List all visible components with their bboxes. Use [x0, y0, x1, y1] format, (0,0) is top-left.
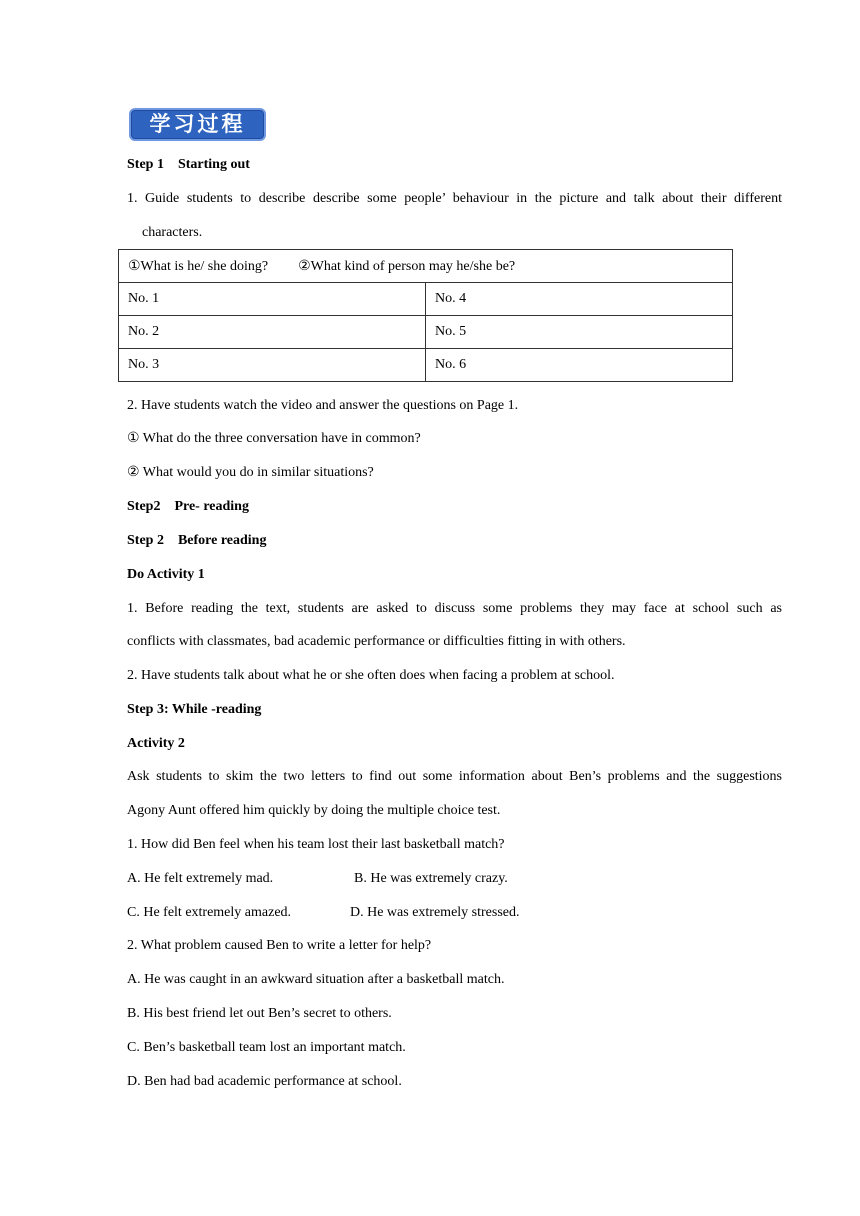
- table-row: [119, 316, 733, 349]
- mc1-option-b: B. He was extremely crazy.: [354, 871, 508, 886]
- table-header-row: [119, 250, 733, 283]
- mc1-option-a: A. He felt extremely mad.: [127, 871, 274, 886]
- section-banner: 学习过程: [129, 108, 266, 141]
- mc2-option-a: A. He was caught in an awkward situation after a basketball match.: [127, 972, 505, 987]
- mc2-question: 2. What problem caused Ben to write a letter for help?: [127, 938, 432, 953]
- mc1-option-d: D. He was extremely stressed.: [350, 905, 520, 920]
- table-cell: No. 5: [426, 316, 733, 349]
- table-cell: No. 2: [119, 316, 426, 349]
- table-cell: No. 1: [119, 283, 426, 316]
- question-2: ② What would you do in similar situations?: [127, 465, 374, 480]
- step1-item1-line2: characters.: [142, 225, 203, 240]
- table-header-cell: [119, 250, 733, 283]
- table-header-b: ②What kind of person may he/she be?: [298, 258, 516, 274]
- table-row: [119, 349, 733, 382]
- table-cell: No. 3: [119, 349, 426, 382]
- behaviour-table: [118, 249, 733, 382]
- mc2-option-c: C. Ben’s basketball team lost an important match.: [127, 1040, 406, 1055]
- step1-heading: Step 1 Starting out: [127, 157, 250, 172]
- table-cell: No. 6: [426, 349, 733, 382]
- activity1-item1-line2: conflicts with classmates, bad academic performance or difficulties fitting in with others.: [127, 634, 626, 649]
- activity2-intro-line1: Ask students to skim the two letters to find out some information about Ben’s problems and the suggestions: [127, 769, 782, 784]
- step1-item1-line1: 1. Guide students to describe describe some people’ behaviour in the picture and talk about their different: [127, 191, 782, 206]
- mc1-option-c: C. He felt extremely amazed.: [127, 905, 292, 920]
- mc2-option-b: B. His best friend let out Ben’s secret to others.: [127, 1006, 392, 1021]
- activity1-item1-line1: 1. Before reading the text, students are asked to discuss some problems they may face at school such as: [127, 601, 782, 616]
- table-header-a: ①What is he/ she doing?: [128, 258, 269, 274]
- activity1-item2: 2. Have students talk about what he or she often does when facing a problem at school.: [127, 668, 615, 683]
- activity2-intro-line2: Agony Aunt offered him quickly by doing the multiple choice test.: [127, 803, 501, 818]
- table-cell: No. 4: [426, 283, 733, 316]
- activity1-heading: Do Activity 1: [127, 567, 205, 582]
- step2-before-heading: Step 2 Before reading: [127, 533, 267, 548]
- step1-item2: 2. Have students watch the video and answer the questions on Page 1.: [127, 398, 519, 413]
- table-row: [119, 283, 733, 316]
- step2-pre-heading: Step2 Pre- reading: [127, 499, 249, 514]
- activity2-heading: Activity 2: [127, 736, 185, 751]
- mc2-option-d: D. Ben had bad academic performance at school.: [127, 1074, 402, 1089]
- step3-heading: Step 3: While -reading: [127, 702, 262, 717]
- mc1-question: 1. How did Ben feel when his team lost their last basketball match?: [127, 837, 505, 852]
- question-1: ① What do the three conversation have in common?: [127, 431, 421, 446]
